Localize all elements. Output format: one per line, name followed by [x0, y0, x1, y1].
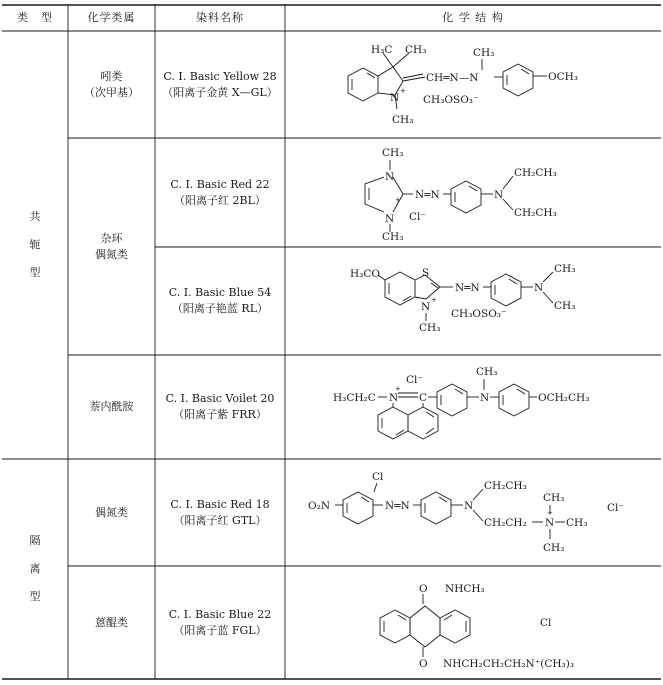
text-n-ch3: CH₃ — [473, 47, 495, 59]
text-chloride: Cl⁻ — [406, 374, 423, 386]
text-h3co: H₃CO — [350, 268, 381, 280]
text-n: N — [389, 392, 399, 404]
text-azo: N═N — [455, 282, 480, 294]
bond-line — [521, 69, 529, 74]
dye-basic-violet-20 — [155, 355, 285, 459]
dye-basic-blue-54 — [155, 247, 285, 355]
bond-line — [473, 510, 483, 521]
text-n2: N — [385, 213, 395, 225]
text-chloride: Cl⁻ — [409, 211, 426, 223]
phenyl-ring — [421, 492, 451, 524]
dye-basic-red-18 — [155, 459, 285, 566]
imidazole-ring — [365, 177, 384, 212]
text-o2n: O₂N — [308, 500, 331, 512]
bond-line — [503, 176, 513, 189]
structure-basic-blue-54 — [285, 247, 661, 355]
text-c: C — [419, 392, 428, 404]
text-azo: N═N — [415, 189, 440, 201]
dye-alias: （阳离子金黄 X—GL） — [162, 85, 278, 99]
dye-alias: （阳离子红 GTL） — [173, 513, 267, 527]
structure-basic-yellow-28 — [285, 31, 661, 138]
text-chloride: Cl — [540, 617, 552, 629]
text-h3c: H₃C — [371, 44, 393, 56]
bond-line — [503, 199, 513, 210]
text-ch3-bottom: CH₃ — [382, 231, 404, 243]
class-indole-line1: 吲类 — [100, 69, 123, 83]
type-isolated-label: 隔离型 — [29, 534, 41, 603]
text-ethyl-1: CH₂CH₃ — [514, 167, 557, 179]
text-ethyl-2: CH₂CH₃ — [514, 207, 557, 219]
text-n-amine: N — [534, 282, 544, 294]
text-ch3-top: CH₃ — [382, 147, 404, 159]
dye-basic-blue-22 — [155, 566, 285, 679]
dye-alias: （阳离子艳蓝 RL） — [171, 302, 269, 315]
bond-line — [403, 74, 423, 78]
nitrophenyl-ring — [343, 492, 373, 524]
dye-alias: （阳离子紫 FRR） — [173, 408, 267, 421]
bond-line — [543, 292, 553, 303]
dye-name: C. I. Basic Red 18 — [170, 497, 270, 511]
text-ethyl: CH₂CH₃ — [484, 480, 527, 492]
text-n-ring: N — [421, 301, 431, 313]
text-ch3-bottom: CH₃ — [392, 114, 414, 126]
phenyl-ring — [503, 64, 533, 96]
naphthalene-ring-right — [408, 407, 438, 439]
bond-line — [517, 389, 525, 394]
text-n-ch3: CH₃ — [476, 366, 498, 378]
text-oet: OCH₂CH₃ — [538, 392, 590, 404]
bond-line — [509, 279, 517, 284]
dye-basic-red-22 — [155, 138, 285, 247]
bond-line — [361, 497, 369, 502]
anthraquinone-ring-right — [440, 610, 470, 643]
header-dye-name: 染料名称 — [196, 11, 244, 25]
text-chloride: Cl⁻ — [607, 502, 624, 514]
text-h3ch2c: H₃CH₂C — [333, 392, 376, 404]
bond-line — [374, 483, 377, 492]
text-plus: + — [431, 296, 437, 304]
text-chain: NHCH₂CH₂CH₂N⁺(CH₃)₃ — [443, 658, 575, 670]
phenyl-ring-1 — [437, 384, 467, 416]
class-heterocyclic-line2: 偶氮类 — [95, 247, 128, 261]
benzothiazole-benzene — [385, 272, 415, 305]
text-och3: OCH₃ — [548, 71, 579, 83]
class-anthraquinone: 蒽醌类 — [95, 615, 128, 629]
bond-line — [439, 497, 447, 502]
structure-basic-red-22 — [285, 138, 661, 247]
dye-name: C. I. Basic Yellow 28 — [163, 69, 277, 83]
bond-line — [455, 389, 463, 394]
text-n: N — [464, 500, 474, 512]
bond-line — [469, 186, 477, 191]
header-structure: 化 学 结 构 — [442, 11, 504, 25]
class-heterocyclic-azo — [68, 138, 155, 355]
text-chn: CH═N—N — [426, 72, 479, 84]
type-conjugated — [2, 31, 68, 459]
bond-line — [393, 177, 403, 194]
bond-line — [431, 283, 438, 288]
text-plus: + — [395, 196, 401, 204]
bond-line — [543, 272, 553, 282]
text-methyl-2: CH₃ — [566, 517, 588, 529]
text-methyl-3: CH₃ — [543, 542, 565, 554]
header-chem-class: 化学类属 — [87, 11, 136, 25]
bond-line — [444, 615, 452, 620]
text-plus: + — [395, 385, 401, 393]
text-nhch3: NHCH₃ — [445, 583, 485, 595]
bond-line — [473, 489, 483, 500]
dye-alias: （阳离子红 2BL） — [174, 193, 266, 207]
class-indole — [68, 31, 155, 138]
text-counter-ion: CH₃OSO₃⁻ — [451, 308, 507, 320]
structure-basic-violet-20 — [285, 355, 661, 459]
class-naphtholactam: 萘内酰胺 — [89, 400, 134, 414]
text-counter-ion: CH₃OSO₃⁻ — [423, 94, 479, 106]
text-methyl-2: CH₃ — [554, 300, 576, 312]
class-heterocyclic-line1: 杂环 — [100, 231, 123, 245]
text-plus: + — [547, 509, 553, 517]
anthraquinone-ring-left — [380, 610, 410, 643]
text-n-plus: N — [545, 517, 555, 529]
type-conjugated-label: 共轭型 — [29, 210, 41, 279]
class-azo: 偶氮类 — [95, 505, 128, 519]
text-azo: N═N — [385, 500, 410, 512]
text-o-top: O — [419, 583, 428, 595]
naphthalene-ring-left — [378, 407, 408, 439]
text-methyl-1: CH₃ — [543, 492, 565, 504]
phenyl-ring — [451, 181, 481, 213]
dye-name: C. I. Basic Blue 22 — [168, 607, 272, 621]
text-n1: N — [385, 171, 395, 183]
indole-benzene-ring — [348, 68, 378, 101]
text-s: S — [422, 267, 430, 279]
structure-basic-blue-22 — [285, 566, 661, 679]
dye-name: C. I. Basic Red 22 — [170, 177, 270, 191]
bond-line — [426, 428, 434, 434]
anthraquinone-ring-middle — [410, 606, 440, 647]
type-isolated — [2, 459, 68, 679]
text-n-plus: N — [390, 92, 400, 104]
text-plus: + — [400, 87, 406, 95]
dye-basic-yellow-28 — [155, 31, 285, 138]
dye-alias: （阳离子蓝 FGL） — [173, 623, 267, 637]
header-type: 类 型 — [17, 11, 53, 25]
text-n-amine: N — [480, 392, 490, 404]
class-indole-line2: （次甲基） — [84, 85, 139, 99]
bond-line — [398, 615, 406, 620]
dye-name: C. I. Basic Blue 54 — [168, 286, 272, 300]
text-chain: CH₂CH₂ — [484, 517, 527, 529]
text-methyl-1: CH₃ — [554, 263, 576, 275]
structure-basic-red-18 — [285, 459, 661, 566]
text-cl: Cl — [372, 471, 384, 483]
dye-name: C. I. Basic Voilet 20 — [165, 392, 275, 406]
text-ch3: CH₃ — [419, 322, 441, 334]
text-o-bottom: O — [419, 658, 428, 670]
text-ch3-top: CH₃ — [405, 44, 427, 56]
phenyl-ring-2 — [499, 384, 529, 416]
bond-line — [426, 412, 434, 417]
phenyl-ring — [491, 274, 521, 306]
text-n-amine: N — [494, 189, 504, 201]
